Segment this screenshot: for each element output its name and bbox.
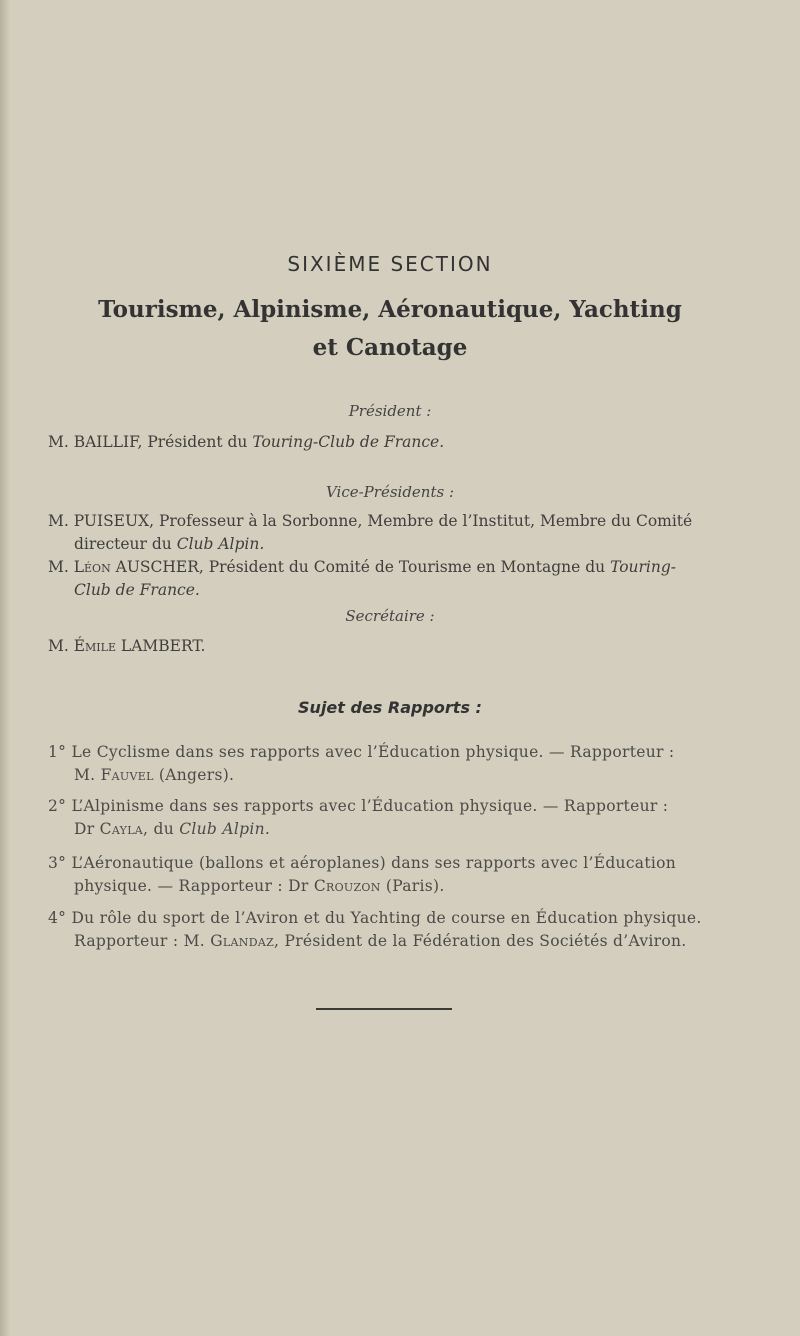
secretary-role-label: Secrétaire : xyxy=(345,607,435,625)
section-title-line-2: et Canotage xyxy=(312,334,468,361)
report-2-text: , du xyxy=(143,820,180,838)
president-role-label: Président : xyxy=(348,402,432,420)
report-3-text: physique. — Rapporteur : Dr xyxy=(74,877,314,895)
report-1-line-2 xyxy=(74,766,234,784)
report-3-location: (Paris). xyxy=(380,877,445,895)
report-2-line-2 xyxy=(74,820,270,838)
vice-president-1-line-1: M. PUISEUX, Professeur à la Sorbonne, Membre de l’Institut, Membre du Comité xyxy=(48,512,693,530)
report-3-line-2 xyxy=(74,877,445,895)
vice-president-1-line-2 xyxy=(74,535,264,553)
vice-president-2-title: M. xyxy=(48,558,74,576)
report-4-rapporteur: Glandaz xyxy=(210,932,275,950)
report-1-title: M. xyxy=(74,766,101,784)
page-spine-shadow xyxy=(0,0,10,1336)
reports-heading: Sujet des Rapports : xyxy=(298,698,482,717)
report-4-affiliation: , Président de la Fédération des Sociétés d’Aviron. xyxy=(274,932,687,950)
vice-president-2-organization-part-2: Club de France. xyxy=(74,581,200,599)
end-rule-divider xyxy=(316,1008,452,1010)
vice-president-2-first-name: Léon xyxy=(73,558,111,576)
vice-president-1-organization: Club Alpin. xyxy=(176,535,265,553)
report-1-rapporteur: Fauvel xyxy=(100,766,154,784)
report-2-organization: Club Alpin. xyxy=(179,820,271,838)
vice-president-2-text: AUSCHER, Président du Comité de Tourisme en Montagne du xyxy=(110,558,611,576)
president-entry xyxy=(48,433,444,451)
secretary-last-name: LAMBERT. xyxy=(116,637,206,655)
report-2-line-1: 2° L’Alpinisme dans ses rapports avec l’Éducation physique. — Rapporteur : xyxy=(48,797,669,815)
vice-president-2-line-1 xyxy=(48,558,676,576)
report-4-text: Rapporteur : M. xyxy=(74,932,211,950)
report-2-rapporteur: Cayla xyxy=(99,820,144,838)
president-organization: Touring-Club de France. xyxy=(252,433,445,451)
secretary-first-name: Émile xyxy=(73,637,116,655)
vice-presidents-role-label: Vice-Présidents : xyxy=(325,483,455,501)
section-title-line-1: Tourisme, Alpinisme, Aéronautique, Yachting xyxy=(98,296,682,323)
report-1-location: (Angers). xyxy=(153,766,235,784)
report-3-line-1: 3° L’Aéronautique (ballons et aéroplanes) dans ses rapports avec l’Éducation xyxy=(48,854,677,872)
vice-president-1-text: directeur du xyxy=(74,535,177,553)
report-2-title: Dr xyxy=(74,820,100,838)
report-4-line-1: 4° Du rôle du sport de l’Aviron et du Yachting de course en Éducation physique. xyxy=(48,909,702,927)
secretary-entry xyxy=(48,637,205,655)
section-heading: SIXIÈME SECTION xyxy=(287,252,493,276)
report-4-line-2 xyxy=(74,932,687,950)
vice-president-2-organization-part-1: Touring- xyxy=(610,558,677,576)
president-name: M. BAILLIF, Président du xyxy=(48,433,253,451)
report-3-rapporteur: Crouzon xyxy=(313,877,381,895)
report-1-line-1: 1° Le Cyclisme dans ses rapports avec l’Éducation physique. — Rapporteur : xyxy=(48,743,675,761)
vice-president-2-line-2 xyxy=(74,581,200,599)
secretary-title: M. xyxy=(48,637,74,655)
